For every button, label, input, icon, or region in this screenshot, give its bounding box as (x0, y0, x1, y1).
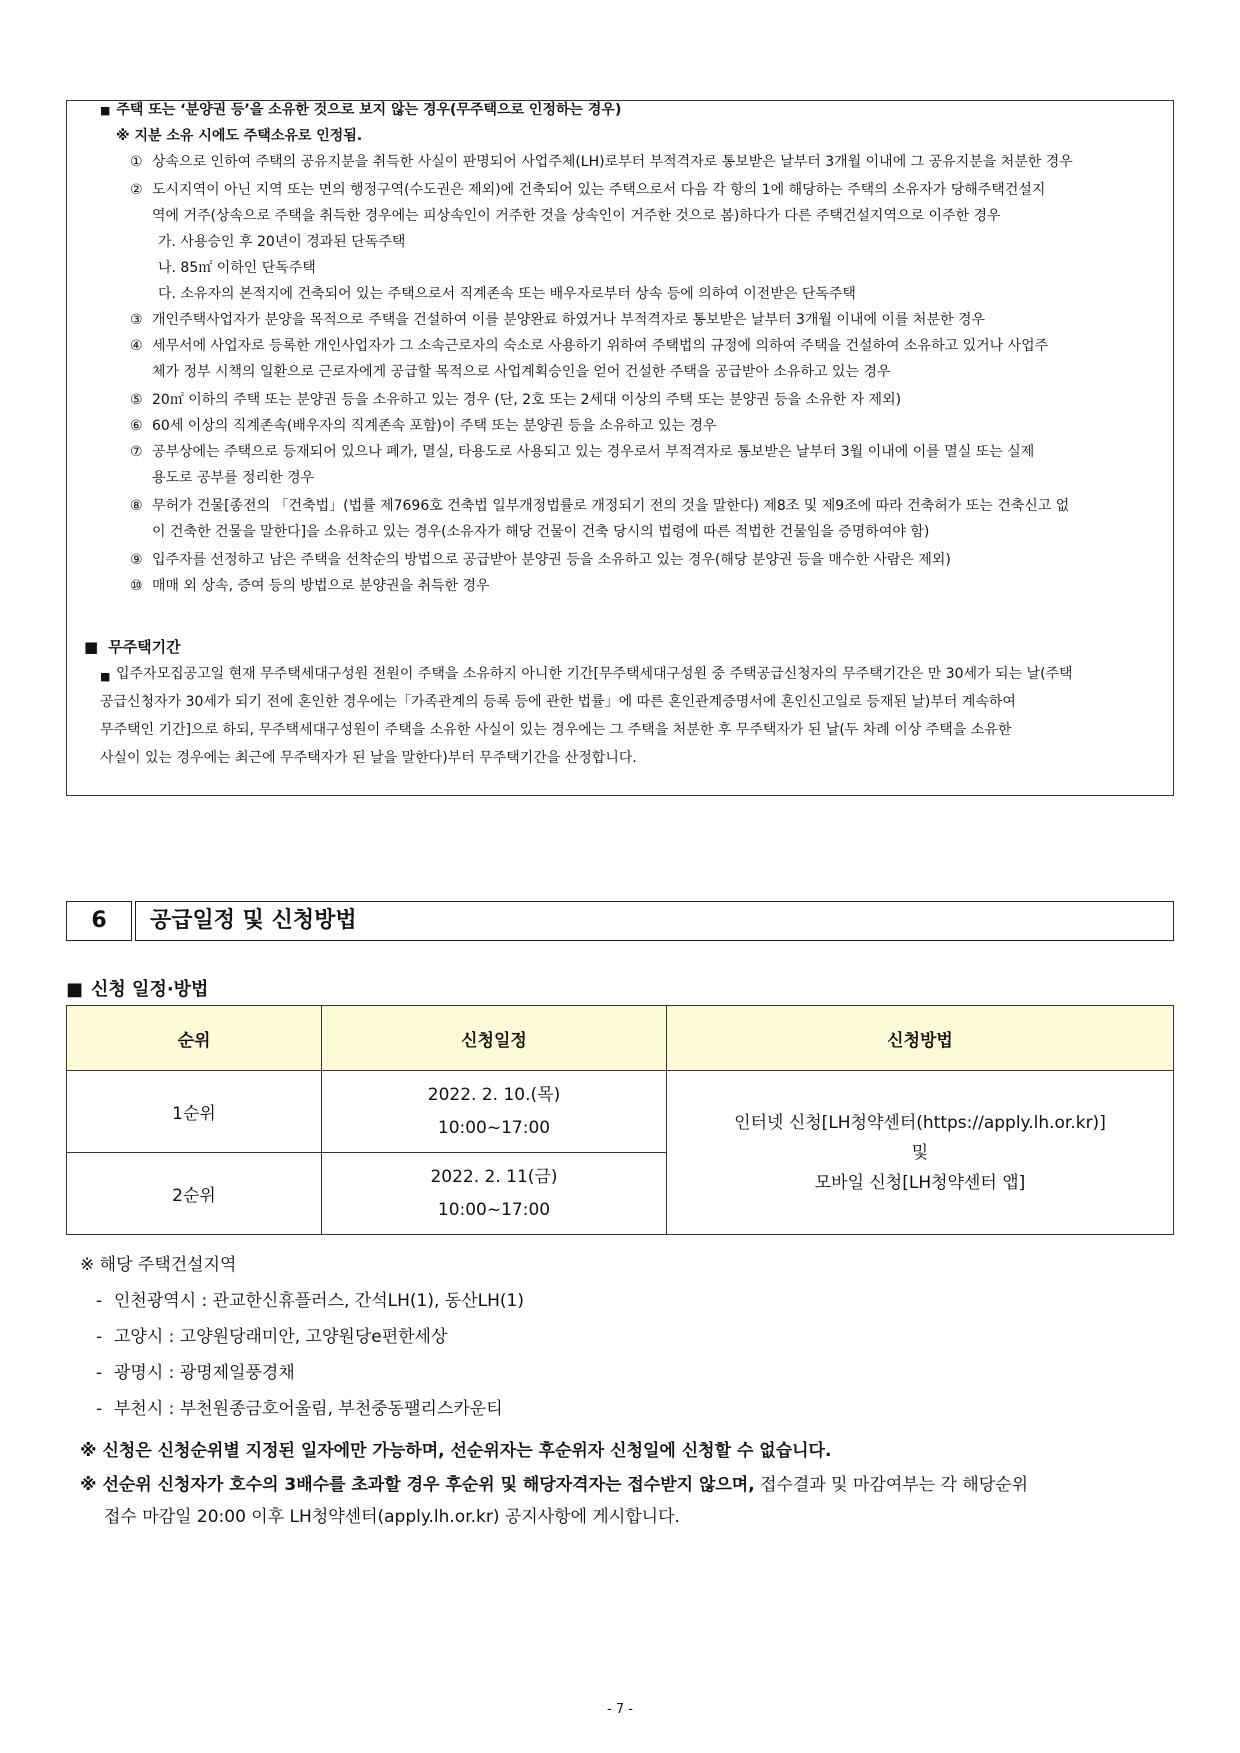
exception-item: ⑨ 입주자를 선정하고 남은 주택을 선착순의 방법으로 공급받아 분양권 등을 소유하고 있는 경우(해당 분양권 등을 매수한 사람은 제외) (130, 552, 951, 568)
date-cell: 2022. 2. 10.(목) 10:00~17:00 (322, 1071, 667, 1153)
square-bullet-icon: ■ (100, 104, 111, 117)
exception-item: ⑤ 20㎡ 이하의 주택 또는 분양권 등을 소유하고 있는 경우 (단, 2호 또는 2세대 이상의 주택 또는 분양권 등을 소유한 자 제외) (130, 392, 902, 408)
exception-item: ⑦ 공부상에는 주택으로 등재되어 있으나 폐가, 멸실, 타용도로 사용되고 있는 경우로서 부적격자로 통보받은 날부터 3월 이내에 이를 멸실 또는 실제 (130, 444, 1035, 460)
area-item: - 인천광역시 : 관교한신휴플러스, 간석LH(1), 동산LH(1) (96, 1291, 524, 1311)
box-heading: ■ 주택 또는 ‘분양권 등’을 소유한 것으로 보지 않는 경우(무주택으로 인정하는 경우) (100, 102, 622, 118)
period-line: 무주택인 기간]으로 하되, 무주택세대구성원이 주택을 소유한 사실이 있는 경우에는 그 주택을 처분한 후 무주택자가 된 날(두 차례 이상 주택을 소유한 (100, 722, 1012, 738)
period-line: 공급신청자가 30세가 되기 전에 혼인한 경우에는「가족관계의 등록 등에 관한 법률」에 따른 혼인관계증명서에 혼인신고일로 등재된 날)부터 계속하여 (100, 694, 1016, 710)
item-number: ⑨ (130, 552, 143, 568)
item-number: ⑦ (130, 444, 143, 460)
page-number: - 7 - (607, 1702, 633, 1717)
item-number: ⑧ (130, 498, 143, 514)
section-number: 6 (66, 901, 132, 941)
period-bullet-icon: ■ (100, 670, 111, 683)
sub-item: 다. 소유자의 본적지에 건축되어 있는 주택으로서 직계존속 또는 배우자로부터 상속 등에 의하여 이전받은 단독주택 (158, 286, 856, 302)
area-note-title: ※ 해당 주택건설지역 (80, 1255, 237, 1275)
header-method: 신청방법 (667, 1006, 1174, 1071)
exception-item: 체가 정부 시책의 일환으로 근로자에게 공급할 목적으로 사업계획승인을 얻어 건설한 주택을 공급받아 소유하고 있는 경우 (152, 364, 891, 380)
sub-item: 나. 85㎡ 이하인 단독주택 (158, 260, 316, 276)
exception-item: ④ 세무서에 사업자로 등록한 개인사업자가 그 소속근로자의 숙소로 사용하기 위하여 주택법의 규정에 의하여 주택을 건설하여 소유하고 있거나 사업주 (130, 338, 1049, 354)
square-bullet-icon: ■ (84, 638, 99, 656)
item-number: ⑥ (130, 418, 143, 434)
exception-item: 용도로 공부를 정리한 경우 (152, 470, 315, 486)
header-date: 신청일정 (322, 1006, 667, 1071)
warning-note-1: ※ 신청은 신청순위별 지정된 일자에만 가능하며, 선순위자는 후순위자 신청일에 신청할 수 없습니다. (80, 1441, 832, 1461)
section-title: 공급일정 및 신청방법 (135, 901, 1174, 941)
share-note: ※ 지분 소유 시에도 주택소유로 인정됨. (116, 128, 363, 144)
period-heading: ■ 무주택기간 (84, 638, 181, 656)
area-item: - 광명시 : 광명제일풍경채 (96, 1363, 295, 1383)
sub-item: 가. 사용승인 후 20년이 경과된 단독주택 (158, 234, 406, 250)
item-number: ④ (130, 338, 143, 354)
subheading: ■ 신청 일정·방법 (66, 979, 209, 1000)
square-bullet-icon: ■ (66, 979, 84, 1000)
period-line: 사실이 있는 경우에는 최근에 무주택자가 된 날을 말한다)부터 무주택기간을 산정합니다. (100, 750, 637, 766)
exception-item: ① 상속으로 인하여 주택의 공유지분을 취득한 사실이 판명되어 사업주체(LH)로부터 부적격자로 통보받은 날부터 3개월 이내에 그 공유지분을 처분한 경우 (130, 154, 1073, 170)
exception-item: ⑩ 매매 외 상속, 증여 등의 방법으로 분양권을 취득한 경우 (130, 578, 490, 594)
rank-cell: 1순위 (67, 1071, 322, 1153)
item-number: ① (130, 154, 143, 170)
exception-item: ② 도시지역이 아닌 지역 또는 면의 행정구역(수도권은 제외)에 건축되어 있는 주택으로서 다음 각 항의 1에 해당하는 주택의 소유자가 당해주택건설지 (130, 182, 1046, 198)
exception-item: ③ 개인주택사업자가 분양을 목적으로 주택을 건설하여 이를 분양완료 하였거나 부적격자로 통보받은 날부터 3개월 이내에 이를 처분한 경우 (130, 312, 986, 328)
period-line: 입주자모집공고일 현재 무주택세대구성원 전원이 주택을 소유하지 아니한 기간[무주택세대구성원 중 주택공급신청자의 무주택기간은 만 30세가 되는 날(주택 (116, 666, 1073, 682)
exception-item: ⑧ 무허가 건물[종전의 「건축법」(법률 제7696호 건축법 일부개정법률로 개정되기 전의 것을 말한다) 제8조 및 제9조에 따라 건축허가 또는 건축신고 없 (130, 498, 1070, 514)
table-header-row (67, 1006, 1174, 1071)
schedule-table (66, 1005, 1174, 1235)
header-rank: 순위 (67, 1006, 322, 1071)
item-number: ② (130, 182, 143, 198)
table-row (67, 1071, 1174, 1153)
item-number: ⑩ (130, 578, 143, 594)
area-item: - 부천시 : 부천원종금호어울림, 부천중동팰리스카운티 (96, 1399, 503, 1419)
date-cell: 2022. 2. 11(금) 10:00~17:00 (322, 1153, 667, 1235)
warning-note-2-cont: 접수 마감일 20:00 이후 LH청약센터(apply.lh.or.kr) 공지사항에 게시합니다. (104, 1507, 680, 1527)
item-number: ③ (130, 312, 143, 328)
exception-item: 역에 거주(상속으로 주택을 취득한 경우에는 피상속인이 거주한 것을 상속인이 거주한 것으로 봄)하다가 다른 주택건설지역으로 이주한 경우 (152, 208, 1001, 224)
exception-item: 이 건축한 건물을 말한다]을 소유하고 있는 경우(소유자가 해당 건물이 건축 당시의 법령에 따른 적법한 건물임을 증명하여야 함) (152, 524, 930, 540)
exception-item: ⑥ 60세 이상의 직계존속(배우자의 직계존속 포함)이 주택 또는 분양권 등을 소유하고 있는 경우 (130, 418, 717, 434)
area-item: - 고양시 : 고양원당래미안, 고양원당e편한세상 (96, 1327, 448, 1347)
item-number: ⑤ (130, 392, 143, 408)
warning-note-2: ※ 선순위 신청자가 호수의 3배수를 초과할 경우 후순위 및 해당자격자는 접수받지 않으며, 접수결과 및 마감여부는 각 해당순위 (80, 1475, 1029, 1495)
method-cell: 인터넷 신청[LH청약센터(https://apply.lh.or.kr)] 및 모바일 신청[LH청약센터 앱] (667, 1071, 1174, 1235)
rank-cell: 2순위 (67, 1153, 322, 1235)
